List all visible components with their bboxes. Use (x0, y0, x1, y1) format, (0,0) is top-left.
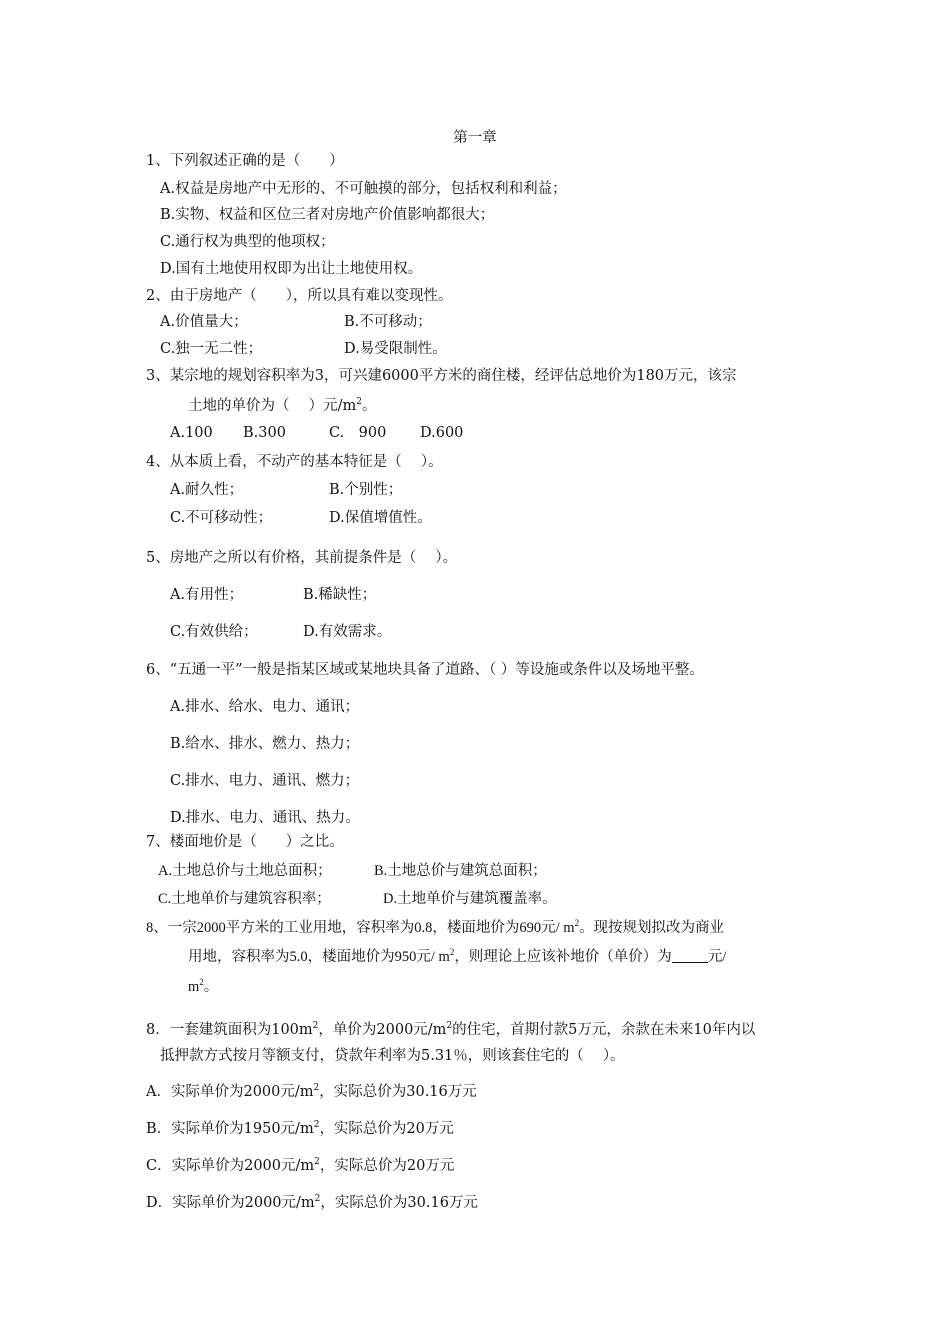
question-4-option-b: B.个别性； (329, 482, 403, 498)
question-3-option-d: D.600 (420, 425, 464, 441)
question-1-option-d: D.国有土地使用权即为出让土地使用权。 (160, 261, 423, 277)
question-4-option-c: C.不可移动性； (170, 510, 273, 526)
question-4-option-d: D.保值增值性。 (329, 510, 432, 526)
question-8b-line2: 抵押款方式按月等额支付，贷款年利率为5.31％，则该套住宅的（ ）。 (160, 1048, 625, 1064)
question-1-option-b: B.实物、权益和区位三者对房地产价值影响都很大； (160, 207, 495, 223)
question-4-option-a: A.耐久性； (170, 482, 244, 498)
question-8b-line1: 8．一套建筑面积为$100m^2$，单价为2000元$/m^2$的住宅，首期付款5万元，余款在未来10年内以 (146, 1021, 756, 1038)
question-3-stem-line2: 土地的单价为（ ）元$/m^2$。 (188, 397, 377, 414)
question-7-option-d: D.土地单价与建筑覆盖率。 (383, 891, 557, 907)
question-1-option-a: A.权益是房地产中无形的、不可触摸的部分，包括权利和利益； (160, 181, 567, 197)
question-8a-line1: 8、一宗2000平方米的工业用地，容积率为0.8，楼面地价为690元/ $m^2$。现按规划拟改为商业 (146, 918, 725, 936)
question-7-option-a: A.土地总价与土地总面积； (158, 863, 332, 879)
question-8b-option-b: B．实际单价为1950元$/m^2$，实际总价为20万元 (146, 1120, 454, 1137)
question-5-stem: 5、房地产之所以有价格，其前提条件是（ ）。 (146, 550, 458, 566)
question-8b-option-c: C．实际单价为2000元$/m^2$，实际总价为20万元 (146, 1157, 455, 1174)
question-2-stem: 2、由于房地产（ ），所以具有难以变现性。 (146, 288, 453, 304)
question-5-option-a: A.有用性； (170, 587, 244, 603)
question-1-option-c: C.通行权为典型的他项权； (160, 234, 335, 250)
question-2-option-c: C.独一无二性； (160, 341, 263, 357)
question-8b-option-d: D．实际单价为2000元$/m^2$，实际总价为30.16万元 (146, 1194, 478, 1211)
question-5-option-d: D.有效需求。 (303, 624, 392, 640)
question-7-stem: 7、楼面地价是（ ）之比。 (146, 834, 344, 850)
question-6-option-a: A.排水、给水、电力、通讯； (170, 699, 360, 715)
question-3-option-b: B.300 (243, 425, 286, 441)
page-title: 第一章 (453, 130, 497, 146)
question-8a-line2: 用地，容积率为5.0，楼面地价为950元/ $m^2$，则理论上应该补地价（单价）为 元/ (188, 947, 727, 965)
question-1-stem: 1、下列叙述正确的是（ ） (146, 153, 344, 169)
question-7-option-b: B.土地总价与建筑总面积； (374, 863, 547, 879)
answer-blank (672, 948, 708, 963)
question-8b-option-a: A．实际单价为2000元$/m^2$，实际总价为30.16万元 (146, 1083, 477, 1100)
question-4-stem: 4、从本质上看，不动产的基本特征是（ ）。 (146, 454, 443, 470)
question-6-stem: 6、“五通一平”一般是指某区域或某地块具备了道路、（ ）等设施或条件以及场地平整。 (146, 662, 704, 678)
question-3-option-c: C. 900 (329, 425, 387, 441)
question-3-stem-line1: 3、某宗地的规划容积率为3，可兴建6000平方米的商住楼，经评估总地价为180万元，该宗 (146, 368, 737, 384)
question-6-option-b: B.给水、排水、燃力、热力； (170, 736, 360, 752)
question-8a-line3: $m^2$。 (188, 977, 219, 995)
question-5-option-c: C.有效供给； (170, 624, 258, 640)
question-2-option-a: A.价值量大； (160, 314, 248, 330)
question-6-option-d: D.排水、电力、通讯、热力。 (170, 810, 360, 826)
question-2-option-b: B.不可移动； (344, 314, 432, 330)
question-3-option-a: A.100 (170, 425, 213, 441)
question-6-option-c: C.排水、电力、通讯、燃力； (170, 773, 360, 789)
question-5-option-b: B.稀缺性； (303, 587, 377, 603)
question-7-option-c: C.土地单价与建筑容积率； (158, 891, 331, 907)
question-2-option-d: D.易受限制性。 (344, 341, 447, 357)
